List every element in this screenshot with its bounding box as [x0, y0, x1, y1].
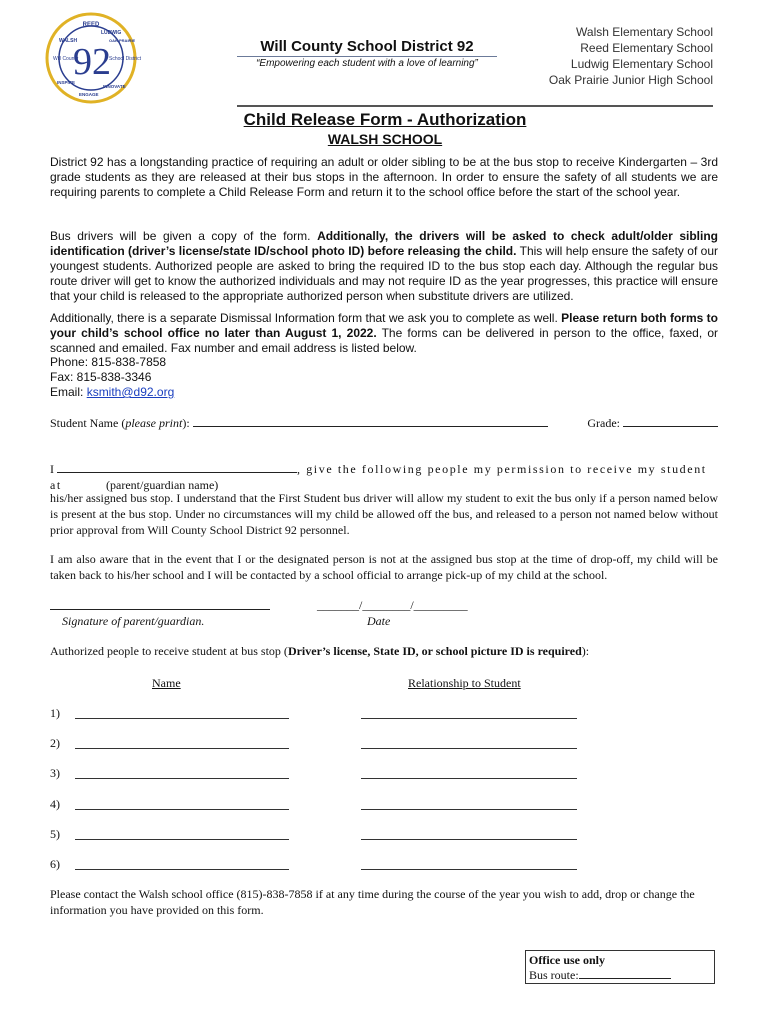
office-use-title: Office use only — [529, 953, 605, 967]
student-name-row — [50, 415, 718, 431]
signature-label: Signature of parent/guardian. — [62, 614, 205, 628]
logo-ring-left: WALSH — [59, 38, 78, 44]
logo-number: 92 — [73, 41, 111, 83]
school-list — [540, 24, 713, 88]
logo-ring-right2: OAK PRAIRIE — [109, 38, 136, 43]
dismissal-paragraph — [50, 311, 718, 356]
permission-body: his/her assigned bus stop. I understand that the First Student bus driver will allow my student to exit the bus only if a person named below is present at the bus stop. Under no circumstances will my child be allowed off the bus, and released to a person not named below without prior approval from Will County School District 92 personnel. — [50, 491, 718, 537]
form-subtitle: WALSH SCHOOL — [327, 131, 443, 147]
para2-bold: Additionally, the drivers will be asked to check adult/older sibling identification (driver’s license/state ID/school photo ID) before releasing the child. — [50, 229, 718, 258]
phone: Phone: 815-838-7858 — [50, 355, 167, 369]
grade-group — [587, 415, 718, 431]
guardian-name-field[interactable] — [57, 461, 297, 473]
column-relationship-header: Relationship to Student — [408, 676, 521, 690]
row-number: 4) — [50, 797, 60, 811]
guardian-note: (parent/guardian name) — [106, 478, 219, 492]
logo-ring-top: REED — [82, 22, 100, 28]
student-name-label: Student Name ( — [50, 416, 126, 430]
authorized-name-field[interactable] — [75, 747, 289, 749]
school-name: Ludwig Elementary School — [570, 57, 713, 71]
relationship-field[interactable] — [361, 838, 577, 840]
authorized-text-end: ): — [581, 644, 590, 658]
bus-driver-paragraph — [50, 229, 718, 304]
permission-text: , give the following people my permission to receive my student at — [50, 462, 707, 492]
logo-ring-bottom: ENGAGE — [79, 92, 99, 97]
email-link[interactable]: ksmith@d92.org — [86, 385, 175, 399]
intro-paragraph: District 92 has a longstanding practice of requiring an adult or older sibling to be at the bus stop to receive Kindergarten – 3rd grade students as they are released at their bus stops in the afternoon. In order to ensure the safety of all students we are requiring parents to complete a Child Release Form and return it to the school office before the start of the school year. — [50, 155, 718, 199]
para2-text: Bus drivers will be given a copy of the form. — [50, 229, 318, 243]
student-name-field[interactable] — [193, 415, 548, 427]
district-tagline: “Empowering each student with a love of learning” — [256, 58, 478, 69]
school-name: Oak Prairie Junior High School — [548, 73, 713, 87]
relationship-field[interactable] — [361, 777, 577, 779]
authorized-heading — [50, 643, 718, 659]
relationship-field[interactable] — [361, 747, 577, 749]
row-number: 6) — [50, 857, 60, 871]
grade-field[interactable] — [623, 415, 718, 427]
permission-start: I — [50, 462, 54, 476]
row-number: 2) — [50, 736, 60, 750]
student-name-italic: please print — [125, 416, 183, 430]
district-logo — [45, 12, 141, 104]
student-name-label-end: ): — [182, 416, 190, 430]
row-number: 5) — [50, 827, 60, 841]
relationship-field[interactable] — [361, 868, 577, 870]
header-rule — [237, 105, 713, 107]
relationship-field[interactable] — [361, 808, 577, 810]
logo-left-text: Will County — [53, 56, 79, 62]
logo-ring-bottom-left: INSPIRE — [57, 80, 76, 85]
authorized-bold: Driver’s license, State ID, or school picture ID is required — [287, 644, 582, 658]
signature-field[interactable] — [50, 597, 270, 610]
relationship-field[interactable] — [361, 717, 577, 719]
authorized-name-field[interactable] — [75, 717, 289, 719]
column-name-header: Name — [152, 676, 181, 690]
date-label: Date — [367, 614, 391, 628]
bus-route-row — [529, 967, 671, 983]
authorized-name-field[interactable] — [75, 808, 289, 810]
logo-ring-bottom-right: INNOVATE — [103, 84, 126, 89]
email-row — [50, 385, 174, 400]
authorized-name-field[interactable] — [75, 838, 289, 840]
para3-text-end: The forms can be delivered in person to the office, faxed, or scanned and emailed. Fax number and email address is listed below. — [50, 326, 718, 355]
school-name: Reed Elementary School — [580, 41, 713, 55]
row-number: 3) — [50, 766, 60, 780]
date-field[interactable]: _______/________/_________ — [317, 598, 468, 612]
authorized-text: Authorized people to receive student at bus stop ( — [50, 644, 288, 658]
logo-right-text: School District — [109, 56, 141, 62]
authorized-name-field[interactable] — [75, 777, 289, 779]
bus-route-label: Bus route: — [529, 968, 579, 982]
district-title: Will County School District 92 — [260, 38, 474, 55]
para2-text-end: This will help ensure the safety of our youngest students. Authorized people are asked to bring the required ID to the bus stop each day. Although the regular bus route driver will get to know the authorized individuals and may not require ID as the year progresses, this practice will ensure that your child is released to the appropriate authorized person when substitute drivers are utilized. — [50, 244, 719, 303]
bus-route-field[interactable] — [579, 967, 671, 979]
awareness-paragraph: I am also aware that in the event that I or the designated person is not at the assigned bus stop at the time of drop-off, my child will be taken back to his/her school and I will be contacted by a school official to arrange pick-up of my child at the school. — [50, 552, 718, 582]
school-name: Walsh Elementary School — [576, 25, 713, 39]
form-title: Child Release Form - Authorization — [243, 110, 527, 129]
email-label: Email: — [50, 385, 87, 399]
header-divider — [237, 56, 497, 57]
authorized-name-field[interactable] — [75, 868, 289, 870]
fax: Fax: 815-838-3346 — [50, 370, 152, 384]
para3-bold: Please return both forms to your child’s school office no later than August 1, 2022. — [50, 311, 718, 340]
closing-paragraph: Please contact the Walsh school office (815)-838-7858 if at any time during the course of the year you wish to add, drop or change the information you have provided on this form. — [50, 887, 695, 917]
logo-ring-right: LUDWIG — [101, 30, 122, 36]
grade-label: Grade: — [587, 416, 620, 430]
row-number: 1) — [50, 706, 60, 720]
para3-text: Additionally, there is a separate Dismissal Information form that we ask you to complete as well. — [50, 311, 562, 325]
